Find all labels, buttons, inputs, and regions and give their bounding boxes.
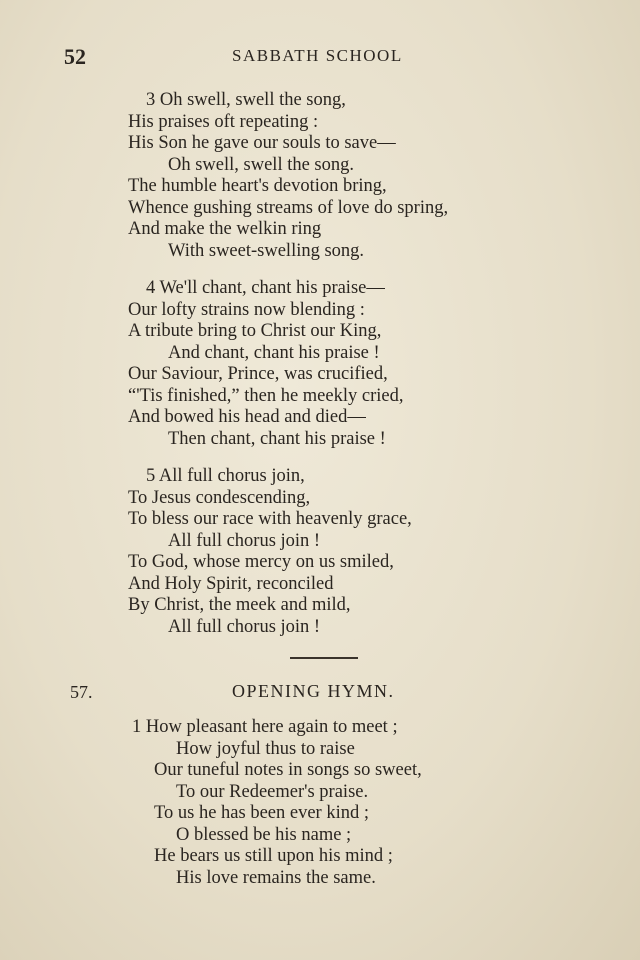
verse-line: Our tuneful notes in songs so sweet,: [154, 760, 422, 780]
hymn-57-stanza-1: [132, 717, 552, 889]
verse-line: “'Tis finished,” then he meekly cried,: [128, 385, 404, 406]
verse-line: And chant, chant his praise !: [168, 342, 380, 363]
verse-line: With sweet-swelling song.: [168, 240, 365, 261]
running-title: SABBATH SCHOOL: [232, 46, 403, 65]
verse-line: All full chorus join !: [168, 530, 321, 551]
verse-line: 3 Oh swell, swell the song,: [128, 90, 598, 112]
section-divider: [290, 657, 358, 659]
verse-line: And bowed his head and died—: [128, 407, 366, 427]
verse-line: To bless our race with heavenly grace,: [128, 509, 412, 529]
verse-line: Oh swell, swell the song.: [168, 154, 355, 175]
verse-line: His love remains the same.: [176, 867, 376, 888]
page-header: [0, 44, 640, 74]
verse-line: A tribute bring to Christ our King,: [128, 321, 382, 341]
verse-line: By Christ, the meek and mild,: [128, 595, 351, 615]
verse-line: And make the welkin ring: [128, 219, 322, 239]
stanza-number: 1: [132, 717, 142, 737]
hymn-number: 57.: [70, 682, 93, 702]
stanza-4: [128, 278, 598, 450]
verse-line: 4 We'll chant, chant his praise—: [128, 278, 598, 300]
stanza-3: [128, 90, 598, 262]
verse-line: He bears us still upon his mind ;: [154, 846, 393, 866]
verse-line: All full chorus join !: [168, 616, 321, 637]
stanza-5: [128, 466, 598, 638]
verse-line: And Holy Spirit, reconciled: [128, 573, 334, 594]
stanza-number: 5: [146, 466, 156, 486]
verse-line: To God, whose mercy on us smiled,: [128, 552, 394, 572]
verse-line: His praises oft repeating :: [128, 111, 319, 132]
hymn-56-continuation: [128, 90, 598, 654]
verse-line: O blessed be his name ;: [176, 824, 352, 845]
verse-line: How joyful thus to raise: [176, 738, 355, 759]
page-number: 52: [64, 44, 86, 69]
stanza-number: 4: [146, 278, 156, 298]
hymn-heading: [0, 680, 640, 706]
verse-line: To us he has been ever kind ;: [154, 803, 369, 823]
verse-line: Our Saviour, Prince, was crucified,: [128, 364, 388, 384]
hymn-title: OPENING HYMN.: [232, 681, 395, 701]
verse-line: Then chant, chant his praise !: [168, 428, 386, 449]
verse-line: Whence gushing streams of love do spring,: [128, 197, 449, 218]
verse-line: His Son he gave our souls to save—: [128, 133, 396, 153]
verse-line: The humble heart's devotion bring,: [128, 176, 387, 196]
verse-line: Our lofty strains now blending :: [128, 299, 365, 320]
stanza-number: 3: [146, 90, 156, 110]
verse-line: To our Redeemer's praise.: [176, 781, 369, 802]
verse-line: 1 How pleasant here again to meet ;: [132, 717, 398, 737]
verse-line: 5 All full chorus join,: [128, 466, 598, 488]
verse-line: To Jesus condescending,: [128, 487, 311, 508]
